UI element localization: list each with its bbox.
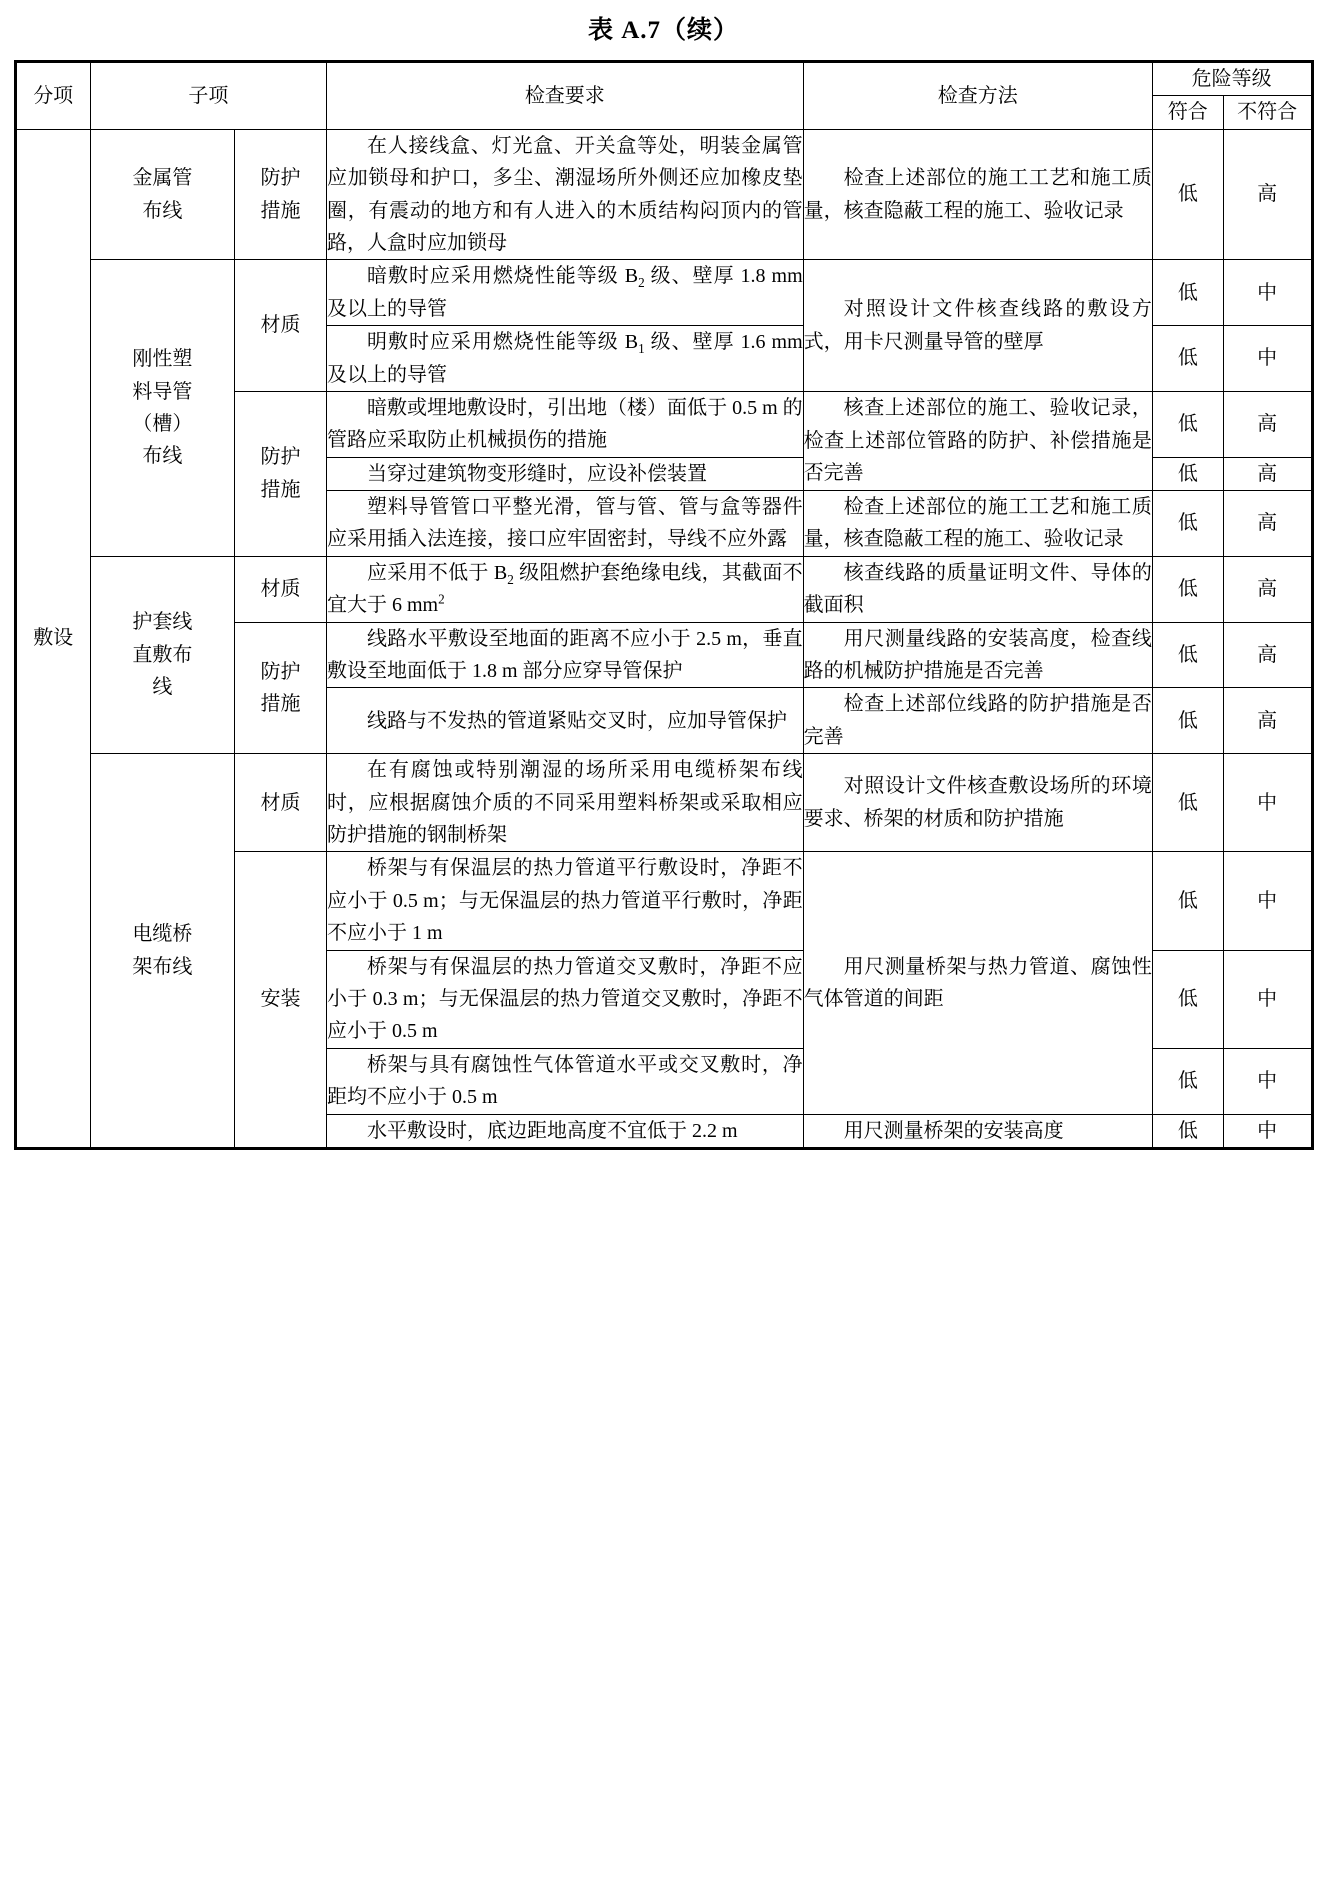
cell-method: 核查线路的质量证明文件、导体的截面积	[803, 556, 1152, 622]
header-nonconform: 不符合	[1223, 96, 1312, 129]
cell-conform-level: 低	[1152, 852, 1223, 950]
cell-conform-level: 低	[1152, 622, 1223, 688]
cell-requirement: 线路水平敷设至地面的距离不应小于 2.5 m，垂直敷设至地面低于 1.8 m 部分应穿导管保护	[326, 622, 803, 688]
header-conform: 符合	[1152, 96, 1223, 129]
table-body	[15, 129, 1312, 1148]
cell-method: 用尺测量线路的安装高度，检查线路的机械防护措施是否完善	[803, 622, 1152, 688]
aspect-label: 防护 措施	[260, 167, 301, 222]
cell-requirement: 暗敷或埋地敷设时，引出地（楼）面低于 0.5 m 的管路应采取防止机械损伤的措施	[326, 391, 803, 457]
aspect-label: 防护 措施	[260, 660, 301, 715]
cell-requirement: 桥架与有保温层的热力管道交叉敷时，净距不应小于 0.3 m；与无保温层的热力管道交叉敷时，净距不应小于 0.5 m	[326, 950, 803, 1048]
inspection-table	[14, 60, 1314, 1150]
item-label: 敷设	[33, 627, 74, 650]
cell-method: 检查上述部位的施工工艺和施工质量，核查隐蔽工程的施工、验收记录	[803, 129, 1152, 260]
subitem-label: 护套线 直敷布 线	[132, 611, 193, 699]
subscript: 1	[638, 341, 645, 357]
cell-nonconform-level: 中	[1223, 1048, 1312, 1114]
subitem-label: 刚性塑 料导管 （槽） 布线	[132, 348, 193, 468]
cell-requirement: 塑料导管管口平整光滑，管与管、管与盒等器件应采用插入法连接，接口应牢固密封，导线不应外露	[326, 491, 803, 557]
cell-subitem	[90, 556, 234, 753]
cell-requirement: 当穿过建筑物变形缝时，应设补偿装置	[326, 457, 803, 490]
cell-requirement: 应采用不低于 $B_2$ 级阻燃护套绝缘电线，其截面不宜大于 6 $mm^2$	[326, 556, 803, 622]
table-row	[15, 556, 1312, 622]
cell-conform-level: 低	[1152, 556, 1223, 622]
cell-nonconform-level: 高	[1223, 622, 1312, 688]
cell-aspect	[234, 754, 326, 852]
cell-requirement: 明敷时应采用燃烧性能等级 $B_1$ 级、壁厚 1.6 mm 及以上的导管	[326, 326, 803, 392]
cell-nonconform-level: 中	[1223, 852, 1312, 950]
cell-method: 对照设计文件核查线路的敷设方式，用卡尺测量导管的壁厚	[803, 260, 1152, 392]
table-row	[15, 129, 1312, 260]
cell-requirement: 桥架与具有腐蚀性气体管道水平或交叉敷时，净距均不应小于 0.5 m	[326, 1048, 803, 1114]
cell-conform-level: 低	[1152, 491, 1223, 557]
cell-nonconform-level: 高	[1223, 391, 1312, 457]
cell-method: 用尺测量桥架与热力管道、腐蚀性气体管道的间距	[803, 852, 1152, 1114]
header-method: 检查方法	[803, 62, 1152, 130]
cell-method: 对照设计文件核查敷设场所的环境要求、桥架的材质和防护措施	[803, 754, 1152, 852]
cell-conform-level: 低	[1152, 688, 1223, 754]
cell-conform-level: 低	[1152, 391, 1223, 457]
header-subitem: 子项	[90, 62, 326, 130]
cell-conform-level: 低	[1152, 1048, 1223, 1114]
aspect-label: 安装	[260, 988, 301, 1011]
aspect-label: 防护 措施	[260, 446, 301, 501]
cell-conform-level: 低	[1152, 950, 1223, 1048]
cell-requirement: 桥架与有保温层的热力管道平行敷设时，净距不应小于 0.5 m；与无保温层的热力管道平行敷时，净距不应小于 1 m	[326, 852, 803, 950]
cell-requirement: 水平敷设时，底边距地高度不宜低于 2.2 m	[326, 1114, 803, 1148]
cell-nonconform-level: 中	[1223, 326, 1312, 392]
aspect-label: 材质	[260, 578, 301, 601]
cell-conform-level: 低	[1152, 457, 1223, 490]
superscript: 2	[438, 591, 445, 607]
subitem-label: 电缆桥 架布线	[132, 923, 193, 978]
cell-requirement: 在有腐蚀或特别潮湿的场所采用电缆桥架布线时，应根据腐蚀介质的不同采用塑料桥架或采取相应防护措施的钢制桥架	[326, 754, 803, 852]
cell-nonconform-level: 高	[1223, 491, 1312, 557]
subscript: 2	[638, 275, 645, 291]
cell-nonconform-level: 中	[1223, 950, 1312, 1048]
cell-nonconform-level: 中	[1223, 260, 1312, 326]
cell-aspect	[234, 622, 326, 754]
cell-method: 检查上述部位的施工工艺和施工质量，核查隐蔽工程的施工、验收记录	[803, 491, 1152, 557]
cell-subitem	[90, 129, 234, 260]
cell-aspect	[234, 260, 326, 392]
table-head	[15, 62, 1312, 130]
cell-subitem	[90, 754, 234, 1149]
cell-aspect	[234, 556, 326, 622]
cell-method: 用尺测量桥架的安装高度	[803, 1114, 1152, 1148]
cell-nonconform-level: 高	[1223, 129, 1312, 260]
cell-conform-level: 低	[1152, 1114, 1223, 1148]
cell-aspect	[234, 391, 326, 556]
cell-requirement: 暗敷时应采用燃烧性能等级 $B_2$ 级、壁厚 1.8 mm 及以上的导管	[326, 260, 803, 326]
cell-aspect	[234, 852, 326, 1149]
subitem-label: 金属管 布线	[132, 167, 193, 222]
cell-nonconform-level: 中	[1223, 1114, 1312, 1148]
cell-method: 检查上述部位线路的防护措施是否完善	[803, 688, 1152, 754]
table-row	[15, 260, 1312, 326]
aspect-label: 材质	[260, 791, 301, 814]
header-risk-level: 危险等级	[1152, 62, 1312, 96]
subscript: 2	[507, 571, 514, 587]
cell-nonconform-level: 高	[1223, 556, 1312, 622]
cell-requirement: 在人接线盒、灯光盒、开关盒等处，明装金属管应加锁母和护口，多尘、潮湿场所外侧还应加橡皮垫圈，有震动的地方和有人进入的木质结构闷顶内的管路，人盒时应加锁母	[326, 129, 803, 260]
cell-nonconform-level: 高	[1223, 457, 1312, 490]
header-item: 分项	[15, 62, 90, 130]
cell-item	[15, 129, 90, 1148]
aspect-label: 材质	[260, 314, 301, 337]
cell-aspect	[234, 129, 326, 260]
header-requirement: 检查要求	[326, 62, 803, 130]
cell-conform-level: 低	[1152, 129, 1223, 260]
cell-conform-level: 低	[1152, 754, 1223, 852]
cell-conform-level: 低	[1152, 326, 1223, 392]
cell-nonconform-level: 高	[1223, 688, 1312, 754]
table-row	[15, 754, 1312, 852]
cell-requirement: 线路与不发热的管道紧贴交叉时，应加导管保护	[326, 688, 803, 754]
header-row-1	[15, 62, 1312, 96]
cell-subitem	[90, 260, 234, 557]
page-title: 表 A.7（续）	[587, 17, 740, 44]
cell-nonconform-level: 中	[1223, 754, 1312, 852]
cell-method: 核查上述部位的施工、验收记录，检查上述部位管路的防护、补偿措施是否完善	[803, 391, 1152, 490]
cell-conform-level: 低	[1152, 260, 1223, 326]
